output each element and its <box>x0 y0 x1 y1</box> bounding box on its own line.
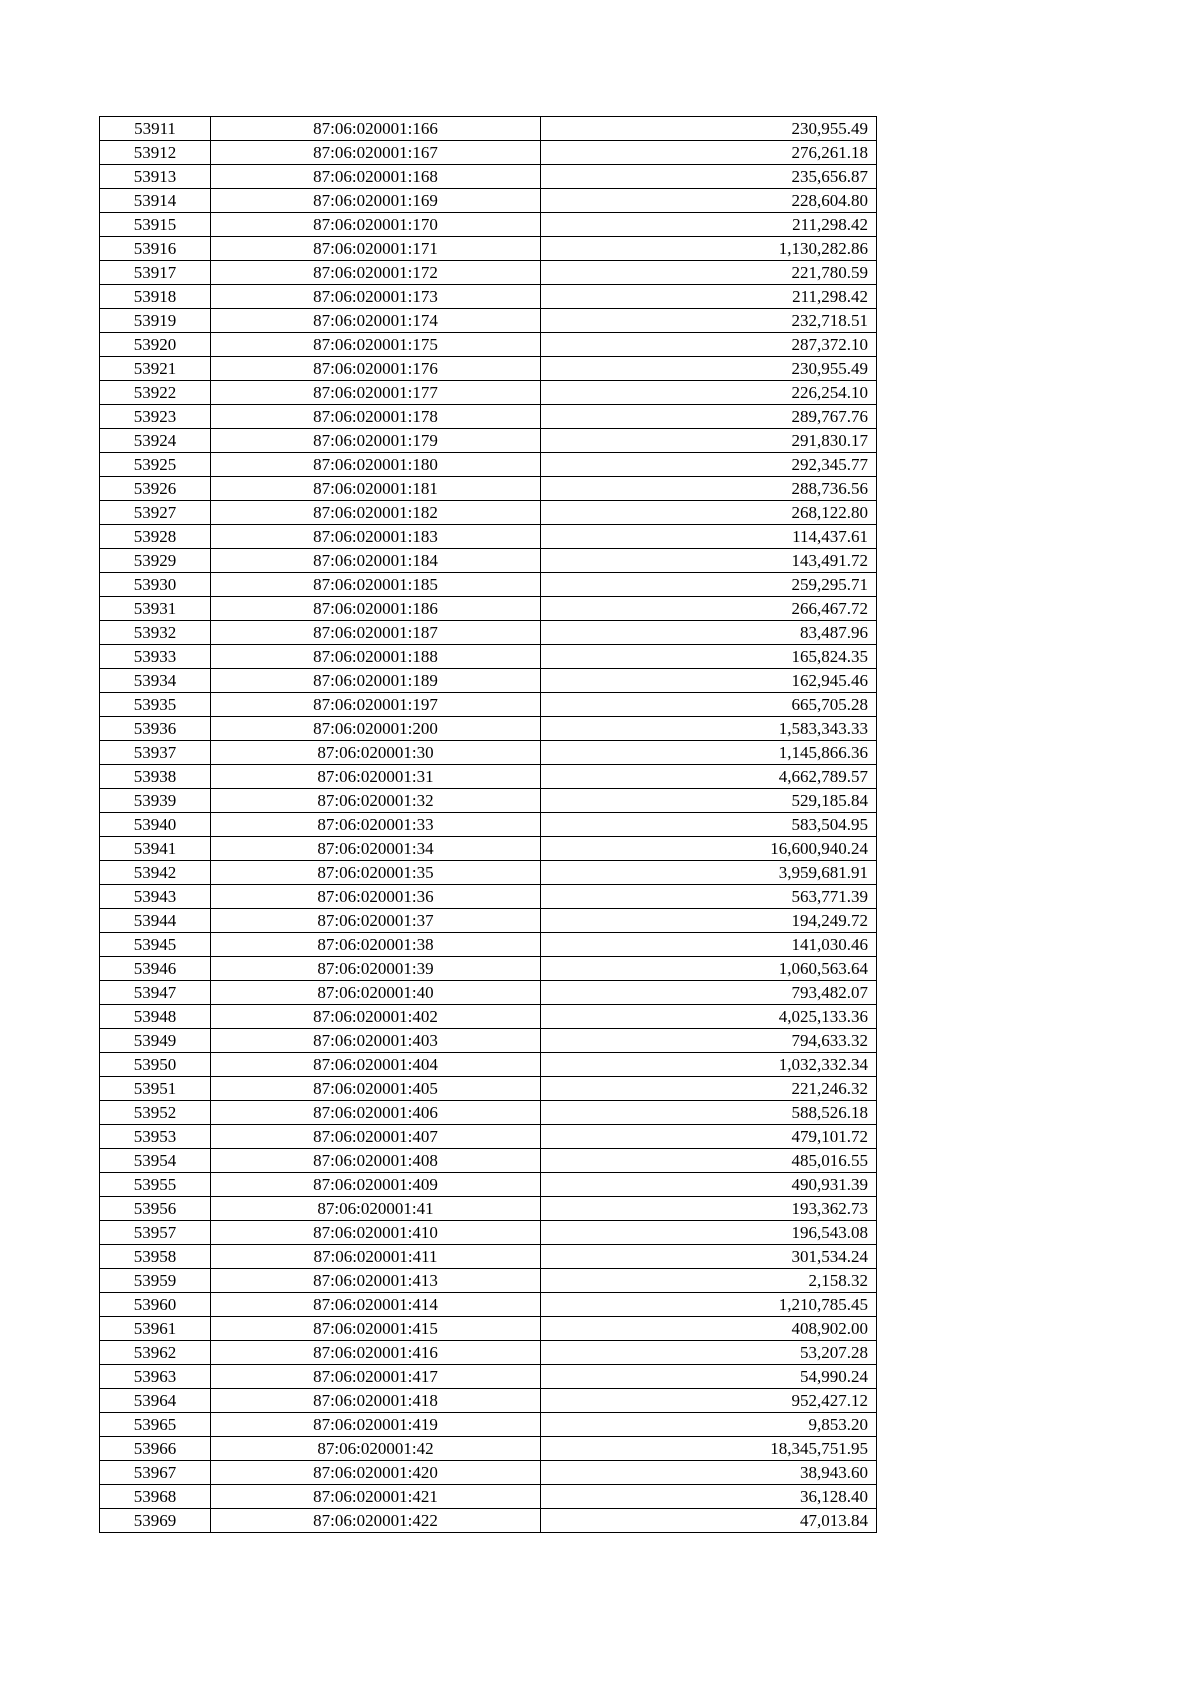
cadastral-number-cell: 87:06:020001:171 <box>211 237 541 261</box>
cadastral-number-cell: 87:06:020001:35 <box>211 861 541 885</box>
cadastral-value-cell: 3,959,681.91 <box>541 861 877 885</box>
row-number-cell: 53966 <box>100 1437 211 1461</box>
cadastral-number-cell: 87:06:020001:182 <box>211 501 541 525</box>
cadastral-value-cell: 1,210,785.45 <box>541 1293 877 1317</box>
cadastral-value-cell: 301,534.24 <box>541 1245 877 1269</box>
cadastral-value-cell: 2,158.32 <box>541 1269 877 1293</box>
table-row <box>100 1317 877 1341</box>
cadastral-number-cell: 87:06:020001:32 <box>211 789 541 813</box>
row-number-cell: 53947 <box>100 981 211 1005</box>
cadastral-number-cell: 87:06:020001:166 <box>211 117 541 141</box>
row-number-cell: 53968 <box>100 1485 211 1509</box>
row-number-cell: 53967 <box>100 1461 211 1485</box>
cadastral-number-cell: 87:06:020001:419 <box>211 1413 541 1437</box>
row-number-cell: 53937 <box>100 741 211 765</box>
cadastral-value-cell: 1,583,343.33 <box>541 717 877 741</box>
cadastral-number-cell: 87:06:020001:39 <box>211 957 541 981</box>
table-row <box>100 1101 877 1125</box>
row-number-cell: 53949 <box>100 1029 211 1053</box>
row-number-cell: 53961 <box>100 1317 211 1341</box>
cadastral-number-cell: 87:06:020001:414 <box>211 1293 541 1317</box>
cadastral-number-cell: 87:06:020001:168 <box>211 165 541 189</box>
cadastral-value-cell: 1,130,282.86 <box>541 237 877 261</box>
table-row <box>100 1029 877 1053</box>
row-number-cell: 53969 <box>100 1509 211 1533</box>
row-number-cell: 53951 <box>100 1077 211 1101</box>
row-number-cell: 53945 <box>100 933 211 957</box>
table-row <box>100 501 877 525</box>
table-row <box>100 573 877 597</box>
cadastral-value-cell: 266,467.72 <box>541 597 877 621</box>
cadastral-value-cell: 1,145,866.36 <box>541 741 877 765</box>
cadastral-number-cell: 87:06:020001:180 <box>211 453 541 477</box>
row-number-cell: 53943 <box>100 885 211 909</box>
cadastral-value-cell: 1,032,332.34 <box>541 1053 877 1077</box>
cadastral-number-cell: 87:06:020001:181 <box>211 477 541 501</box>
table-row <box>100 141 877 165</box>
cadastral-number-cell: 87:06:020001:405 <box>211 1077 541 1101</box>
cadastral-value-cell: 583,504.95 <box>541 813 877 837</box>
cadastral-number-cell: 87:06:020001:188 <box>211 645 541 669</box>
table-row <box>100 1077 877 1101</box>
row-number-cell: 53940 <box>100 813 211 837</box>
table-row <box>100 405 877 429</box>
cadastral-number-cell: 87:06:020001:200 <box>211 717 541 741</box>
table-row <box>100 693 877 717</box>
row-number-cell: 53914 <box>100 189 211 213</box>
cadastral-number-cell: 87:06:020001:178 <box>211 405 541 429</box>
table-row <box>100 1485 877 1509</box>
cadastral-value-cell: 479,101.72 <box>541 1125 877 1149</box>
cadastral-number-cell: 87:06:020001:415 <box>211 1317 541 1341</box>
table-row <box>100 861 877 885</box>
cadastral-value-cell: 287,372.10 <box>541 333 877 357</box>
row-number-cell: 53960 <box>100 1293 211 1317</box>
cadastral-number-cell: 87:06:020001:413 <box>211 1269 541 1293</box>
cadastral-value-cell: 16,600,940.24 <box>541 837 877 861</box>
cadastral-number-cell: 87:06:020001:174 <box>211 309 541 333</box>
row-number-cell: 53942 <box>100 861 211 885</box>
table-row <box>100 765 877 789</box>
table-row <box>100 117 877 141</box>
table-row <box>100 1149 877 1173</box>
table-row <box>100 981 877 1005</box>
cadastral-number-cell: 87:06:020001:422 <box>211 1509 541 1533</box>
table-row <box>100 1245 877 1269</box>
cadastral-value-cell: 9,853.20 <box>541 1413 877 1437</box>
table-row <box>100 669 877 693</box>
table-row <box>100 429 877 453</box>
cadastral-number-cell: 87:06:020001:37 <box>211 909 541 933</box>
cadastral-number-cell: 87:06:020001:403 <box>211 1029 541 1053</box>
cadastral-value-cell: 114,437.61 <box>541 525 877 549</box>
table-row <box>100 789 877 813</box>
table-row <box>100 1341 877 1365</box>
cadastral-number-cell: 87:06:020001:41 <box>211 1197 541 1221</box>
table-row <box>100 1293 877 1317</box>
row-number-cell: 53955 <box>100 1173 211 1197</box>
cadastral-number-cell: 87:06:020001:420 <box>211 1461 541 1485</box>
cadastral-number-cell: 87:06:020001:31 <box>211 765 541 789</box>
cadastral-number-cell: 87:06:020001:34 <box>211 837 541 861</box>
table-row <box>100 1461 877 1485</box>
cadastral-number-cell: 87:06:020001:173 <box>211 285 541 309</box>
cadastral-number-cell: 87:06:020001:30 <box>211 741 541 765</box>
cadastral-value-cell: 162,945.46 <box>541 669 877 693</box>
table-row <box>100 885 877 909</box>
table-row <box>100 1005 877 1029</box>
row-number-cell: 53962 <box>100 1341 211 1365</box>
cadastral-value-cell: 53,207.28 <box>541 1341 877 1365</box>
cadastral-value-cell: 490,931.39 <box>541 1173 877 1197</box>
cadastral-value-cell: 18,345,751.95 <box>541 1437 877 1461</box>
cadastral-number-cell: 87:06:020001:170 <box>211 213 541 237</box>
cadastral-number-cell: 87:06:020001:411 <box>211 1245 541 1269</box>
row-number-cell: 53965 <box>100 1413 211 1437</box>
cadastral-value-cell: 54,990.24 <box>541 1365 877 1389</box>
row-number-cell: 53939 <box>100 789 211 813</box>
cadastral-number-cell: 87:06:020001:177 <box>211 381 541 405</box>
cadastral-number-cell: 87:06:020001:184 <box>211 549 541 573</box>
row-number-cell: 53920 <box>100 333 211 357</box>
cadastral-number-cell: 87:06:020001:169 <box>211 189 541 213</box>
row-number-cell: 53932 <box>100 621 211 645</box>
row-number-cell: 53948 <box>100 1005 211 1029</box>
row-number-cell: 53950 <box>100 1053 211 1077</box>
row-number-cell: 53928 <box>100 525 211 549</box>
table-row <box>100 285 877 309</box>
table-row <box>100 1509 877 1533</box>
cadastral-value-cell: 588,526.18 <box>541 1101 877 1125</box>
table-row <box>100 1053 877 1077</box>
cadastral-value-cell: 665,705.28 <box>541 693 877 717</box>
table-row <box>100 165 877 189</box>
cadastral-value-cell: 1,060,563.64 <box>541 957 877 981</box>
row-number-cell: 53919 <box>100 309 211 333</box>
row-number-cell: 53916 <box>100 237 211 261</box>
cadastral-value-table <box>99 116 877 1533</box>
table-row <box>100 1197 877 1221</box>
table-row <box>100 645 877 669</box>
table-row <box>100 1413 877 1437</box>
cadastral-value-cell: 485,016.55 <box>541 1149 877 1173</box>
cadastral-value-cell: 291,830.17 <box>541 429 877 453</box>
cadastral-value-cell: 563,771.39 <box>541 885 877 909</box>
cadastral-number-cell: 87:06:020001:36 <box>211 885 541 909</box>
cadastral-number-cell: 87:06:020001:179 <box>211 429 541 453</box>
cadastral-value-cell: 221,780.59 <box>541 261 877 285</box>
table-row <box>100 813 877 837</box>
cadastral-number-cell: 87:06:020001:183 <box>211 525 541 549</box>
row-number-cell: 53930 <box>100 573 211 597</box>
row-number-cell: 53925 <box>100 453 211 477</box>
table-row <box>100 333 877 357</box>
cadastral-value-cell: 794,633.32 <box>541 1029 877 1053</box>
row-number-cell: 53935 <box>100 693 211 717</box>
row-number-cell: 53953 <box>100 1125 211 1149</box>
cadastral-number-cell: 87:06:020001:197 <box>211 693 541 717</box>
row-number-cell: 53936 <box>100 717 211 741</box>
row-number-cell: 53929 <box>100 549 211 573</box>
table-row <box>100 453 877 477</box>
cadastral-number-cell: 87:06:020001:421 <box>211 1485 541 1509</box>
row-number-cell: 53918 <box>100 285 211 309</box>
row-number-cell: 53931 <box>100 597 211 621</box>
row-number-cell: 53915 <box>100 213 211 237</box>
row-number-cell: 53941 <box>100 837 211 861</box>
cadastral-value-cell: 193,362.73 <box>541 1197 877 1221</box>
table-row <box>100 261 877 285</box>
row-number-cell: 53946 <box>100 957 211 981</box>
cadastral-value-cell: 221,246.32 <box>541 1077 877 1101</box>
row-number-cell: 53933 <box>100 645 211 669</box>
cadastral-value-cell: 259,295.71 <box>541 573 877 597</box>
cadastral-number-cell: 87:06:020001:40 <box>211 981 541 1005</box>
table-row <box>100 525 877 549</box>
table-row <box>100 909 877 933</box>
cadastral-number-cell: 87:06:020001:176 <box>211 357 541 381</box>
cadastral-number-cell: 87:06:020001:185 <box>211 573 541 597</box>
row-number-cell: 53952 <box>100 1101 211 1125</box>
cadastral-value-cell: 143,491.72 <box>541 549 877 573</box>
row-number-cell: 53923 <box>100 405 211 429</box>
table-row <box>100 237 877 261</box>
cadastral-value-cell: 235,656.87 <box>541 165 877 189</box>
cadastral-value-cell: 232,718.51 <box>541 309 877 333</box>
table-row <box>100 1269 877 1293</box>
row-number-cell: 53956 <box>100 1197 211 1221</box>
table-row <box>100 477 877 501</box>
table-row <box>100 1125 877 1149</box>
cadastral-value-cell: 952,427.12 <box>541 1389 877 1413</box>
cadastral-value-cell: 196,543.08 <box>541 1221 877 1245</box>
row-number-cell: 53958 <box>100 1245 211 1269</box>
cadastral-number-cell: 87:06:020001:404 <box>211 1053 541 1077</box>
cadastral-value-cell: 83,487.96 <box>541 621 877 645</box>
cadastral-number-cell: 87:06:020001:42 <box>211 1437 541 1461</box>
cadastral-value-cell: 529,185.84 <box>541 789 877 813</box>
row-number-cell: 53964 <box>100 1389 211 1413</box>
table-row <box>100 1173 877 1197</box>
table-row <box>100 189 877 213</box>
row-number-cell: 53913 <box>100 165 211 189</box>
cadastral-value-cell: 288,736.56 <box>541 477 877 501</box>
cadastral-number-cell: 87:06:020001:410 <box>211 1221 541 1245</box>
cadastral-number-cell: 87:06:020001:408 <box>211 1149 541 1173</box>
cadastral-value-cell: 230,955.49 <box>541 117 877 141</box>
table-body <box>100 117 877 1533</box>
cadastral-value-cell: 211,298.42 <box>541 213 877 237</box>
table-row <box>100 309 877 333</box>
cadastral-value-cell: 4,025,133.36 <box>541 1005 877 1029</box>
cadastral-value-cell: 289,767.76 <box>541 405 877 429</box>
table-row <box>100 837 877 861</box>
table-row <box>100 1437 877 1461</box>
table-row <box>100 621 877 645</box>
cadastral-value-cell: 408,902.00 <box>541 1317 877 1341</box>
cadastral-value-cell: 228,604.80 <box>541 189 877 213</box>
table-row <box>100 213 877 237</box>
cadastral-value-cell: 38,943.60 <box>541 1461 877 1485</box>
cadastral-number-cell: 87:06:020001:187 <box>211 621 541 645</box>
row-number-cell: 53963 <box>100 1365 211 1389</box>
table-row <box>100 381 877 405</box>
cadastral-number-cell: 87:06:020001:175 <box>211 333 541 357</box>
row-number-cell: 53922 <box>100 381 211 405</box>
cadastral-value-cell: 292,345.77 <box>541 453 877 477</box>
row-number-cell: 53917 <box>100 261 211 285</box>
cadastral-number-cell: 87:06:020001:402 <box>211 1005 541 1029</box>
cadastral-number-cell: 87:06:020001:418 <box>211 1389 541 1413</box>
row-number-cell: 53938 <box>100 765 211 789</box>
cadastral-value-cell: 194,249.72 <box>541 909 877 933</box>
cadastral-number-cell: 87:06:020001:172 <box>211 261 541 285</box>
row-number-cell: 53944 <box>100 909 211 933</box>
cadastral-number-cell: 87:06:020001:189 <box>211 669 541 693</box>
row-number-cell: 53911 <box>100 117 211 141</box>
table-row <box>100 1389 877 1413</box>
table-row <box>100 1221 877 1245</box>
cadastral-number-cell: 87:06:020001:409 <box>211 1173 541 1197</box>
cadastral-value-cell: 4,662,789.57 <box>541 765 877 789</box>
row-number-cell: 53959 <box>100 1269 211 1293</box>
cadastral-number-cell: 87:06:020001:33 <box>211 813 541 837</box>
row-number-cell: 53954 <box>100 1149 211 1173</box>
table-row <box>100 717 877 741</box>
cadastral-value-cell: 793,482.07 <box>541 981 877 1005</box>
cadastral-value-cell: 268,122.80 <box>541 501 877 525</box>
table-row <box>100 597 877 621</box>
cadastral-value-cell: 230,955.49 <box>541 357 877 381</box>
cadastral-number-cell: 87:06:020001:167 <box>211 141 541 165</box>
table-row <box>100 549 877 573</box>
cadastral-number-cell: 87:06:020001:186 <box>211 597 541 621</box>
table-row <box>100 357 877 381</box>
row-number-cell: 53912 <box>100 141 211 165</box>
cadastral-value-cell: 36,128.40 <box>541 1485 877 1509</box>
row-number-cell: 53924 <box>100 429 211 453</box>
cadastral-number-cell: 87:06:020001:38 <box>211 933 541 957</box>
cadastral-number-cell: 87:06:020001:406 <box>211 1101 541 1125</box>
row-number-cell: 53927 <box>100 501 211 525</box>
table-row <box>100 933 877 957</box>
row-number-cell: 53921 <box>100 357 211 381</box>
row-number-cell: 53934 <box>100 669 211 693</box>
cadastral-value-cell: 141,030.46 <box>541 933 877 957</box>
cadastral-number-cell: 87:06:020001:417 <box>211 1365 541 1389</box>
table-row <box>100 1365 877 1389</box>
cadastral-value-cell: 165,824.35 <box>541 645 877 669</box>
cadastral-value-cell: 226,254.10 <box>541 381 877 405</box>
cadastral-value-cell: 47,013.84 <box>541 1509 877 1533</box>
cadastral-number-cell: 87:06:020001:416 <box>211 1341 541 1365</box>
cadastral-value-cell: 211,298.42 <box>541 285 877 309</box>
cadastral-number-cell: 87:06:020001:407 <box>211 1125 541 1149</box>
row-number-cell: 53957 <box>100 1221 211 1245</box>
table-row <box>100 957 877 981</box>
table-row <box>100 741 877 765</box>
cadastral-value-cell: 276,261.18 <box>541 141 877 165</box>
row-number-cell: 53926 <box>100 477 211 501</box>
